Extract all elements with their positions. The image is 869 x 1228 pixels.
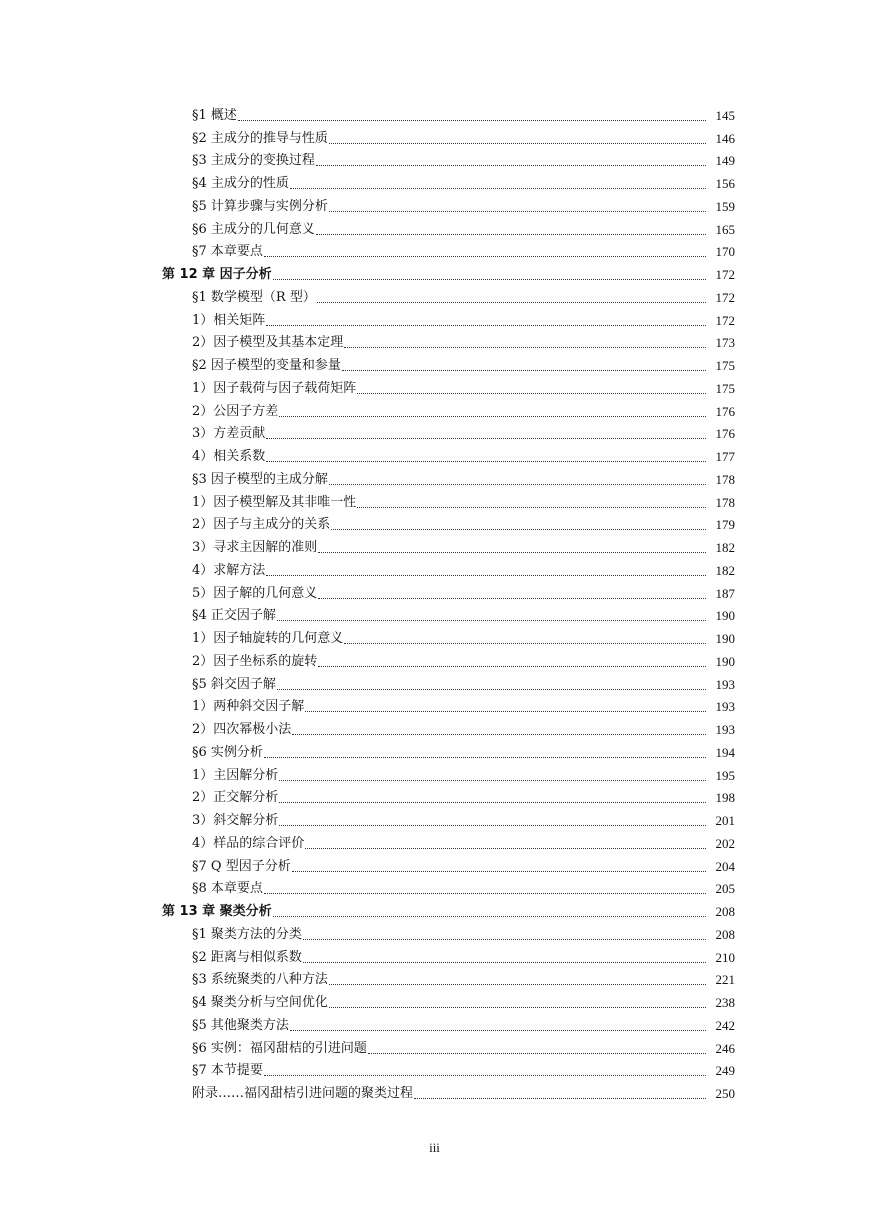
toc-section-entry (0, 286, 869, 309)
toc-section-entry (0, 764, 869, 787)
toc-entry-page: 172 (715, 289, 735, 305)
toc-entry-page: 194 (715, 744, 735, 760)
toc-entry-page: 246 (715, 1040, 735, 1056)
toc-section-entry (0, 377, 869, 400)
toc-entry-page: 250 (715, 1086, 735, 1102)
toc-section-entry (0, 536, 869, 559)
toc-section-entry (0, 354, 869, 377)
toc-entry-title: §4 聚类分析与空间优化 (192, 995, 328, 1011)
toc-entry-title: 1）主因解分析 (192, 767, 279, 783)
dot-leader (316, 233, 706, 235)
toc-section-entry (0, 696, 869, 719)
toc-entry-title: §2 主成分的推导与性质 (192, 130, 328, 146)
toc-entry-page: 195 (715, 767, 735, 783)
toc-entry-page: 190 (715, 608, 735, 624)
toc-entry-title: §2 距离与相似系数 (192, 949, 302, 965)
toc-entry-title: 1）因子轴旋转的几何意义 (192, 631, 344, 647)
toc-entry-title: §1 数学模型（R 型） (192, 289, 316, 305)
dot-leader (277, 688, 706, 690)
toc-section-entry (0, 855, 869, 878)
toc-entry-title: 3）斜交解分析 (192, 813, 279, 829)
toc-section-entry (0, 1082, 869, 1105)
toc-entry-page: 175 (715, 358, 735, 374)
toc-entry-title: 第 12 章 因子分析 (162, 267, 272, 283)
dot-leader (273, 278, 706, 280)
dot-leader (318, 551, 706, 553)
toc-entry-title: §7 本节提要 (192, 1063, 263, 1079)
toc-entry-page: 190 (715, 653, 735, 669)
toc-entry-title: §4 主成分的性质 (192, 176, 289, 192)
dot-leader (329, 142, 706, 144)
toc-entry-page: 177 (715, 449, 735, 465)
toc-entry-title: §7 本章要点 (192, 244, 263, 260)
dot-leader (329, 1006, 706, 1008)
toc-section-entry (0, 741, 869, 764)
dot-leader (329, 483, 706, 485)
toc-section-entry (0, 445, 869, 468)
dot-leader (344, 346, 706, 348)
dot-leader (279, 779, 706, 781)
toc-entry-page: 179 (715, 517, 735, 533)
toc-section-entry (0, 150, 869, 173)
toc-entry-page: 172 (715, 267, 735, 283)
dot-leader (292, 870, 706, 872)
dot-leader (357, 392, 706, 394)
dot-leader (290, 1029, 706, 1031)
toc-entry-title: 第 13 章 聚类分析 (162, 904, 272, 920)
dot-leader (266, 324, 706, 326)
toc-entry-page: 193 (715, 722, 735, 738)
toc-section-entry (0, 809, 869, 832)
dot-leader (316, 164, 706, 166)
dot-leader (264, 255, 706, 257)
toc-entry-title: 4）相关系数 (192, 449, 266, 465)
toc-entry-title: §3 系统聚类的八种方法 (192, 972, 328, 988)
dot-leader (414, 1097, 706, 1099)
toc-entry-page: 176 (715, 403, 735, 419)
toc-section-entry (0, 923, 869, 946)
toc-entry-title: §7 Q 型因子分析 (192, 858, 291, 874)
dot-leader (305, 847, 706, 849)
toc-entry-page: 165 (715, 221, 735, 237)
toc-entry-page: 149 (715, 153, 735, 169)
table-of-contents (0, 104, 869, 1105)
toc-entry-title: 2）因子坐标系的旋转 (192, 653, 318, 669)
toc-section-entry (0, 1014, 869, 1037)
toc-section-entry (0, 969, 869, 992)
toc-entry-page: 173 (715, 335, 735, 351)
toc-entry-page: 198 (715, 790, 735, 806)
toc-entry-page: 238 (715, 995, 735, 1011)
toc-entry-title: 2）因子与主成分的关系 (192, 517, 331, 533)
toc-section-entry (0, 332, 869, 355)
toc-entry-title: 1）两种斜交因子解 (192, 699, 305, 715)
toc-section-entry (0, 491, 869, 514)
toc-entry-title: 5）因子解的几何意义 (192, 585, 318, 601)
toc-chapter-entry (0, 900, 869, 923)
toc-entry-title: 4）求解方法 (192, 562, 266, 578)
toc-entry-title: 2）因子模型及其基本定理 (192, 335, 344, 351)
toc-chapter-entry (0, 263, 869, 286)
toc-entry-page: 242 (715, 1017, 735, 1033)
toc-section-entry (0, 309, 869, 332)
toc-entry-page: 182 (715, 540, 735, 556)
dot-leader (273, 915, 706, 917)
toc-entry-title: §6 实例分析 (192, 744, 263, 760)
toc-entry-page: 178 (715, 494, 735, 510)
toc-section-entry (0, 605, 869, 628)
toc-section-entry (0, 241, 869, 264)
toc-entry-page: 205 (715, 881, 735, 897)
toc-entry-title: §2 因子模型的变量和参量 (192, 358, 341, 374)
toc-section-entry (0, 514, 869, 537)
dot-leader (266, 460, 706, 462)
toc-entry-title: §5 斜交因子解 (192, 676, 276, 692)
toc-entry-title: 2）四次幂极小法 (192, 722, 292, 738)
dot-leader (317, 301, 706, 303)
dot-leader (305, 710, 706, 712)
toc-entry-title: 2）正交解分析 (192, 790, 279, 806)
toc-section-entry (0, 991, 869, 1014)
dot-leader (266, 574, 706, 576)
dot-leader (266, 437, 706, 439)
toc-entry-page: 221 (715, 972, 735, 988)
dot-leader (344, 642, 706, 644)
toc-entry-page: 208 (715, 926, 735, 942)
dot-leader (318, 665, 706, 667)
toc-section-entry (0, 423, 869, 446)
toc-section-entry (0, 946, 869, 969)
toc-section-entry (0, 650, 869, 673)
dot-leader (238, 119, 706, 121)
toc-entry-title: §5 其他聚类方法 (192, 1017, 289, 1033)
toc-section-entry (0, 832, 869, 855)
toc-entry-title: §1 概述 (192, 107, 237, 123)
toc-section-entry (0, 218, 869, 241)
toc-section-entry (0, 127, 869, 150)
dot-leader (264, 892, 706, 894)
toc-entry-page: 201 (715, 813, 735, 829)
toc-entry-page: 159 (715, 198, 735, 214)
toc-section-entry (0, 673, 869, 696)
dot-leader (331, 528, 706, 530)
toc-section-entry (0, 787, 869, 810)
toc-entry-title: §6 实例：福冈甜桔的引进问题 (192, 1040, 367, 1056)
page-number: iii (429, 1140, 440, 1155)
toc-entry-page: 146 (715, 130, 735, 146)
dot-leader (279, 824, 706, 826)
toc-section-entry (0, 582, 869, 605)
toc-section-entry (0, 172, 869, 195)
toc-entry-title: 1）相关矩阵 (192, 312, 266, 328)
dot-leader (277, 619, 706, 621)
dot-leader (303, 938, 706, 940)
toc-entry-page: 156 (715, 176, 735, 192)
dot-leader (279, 801, 706, 803)
dot-leader (357, 506, 706, 508)
toc-entry-page: 204 (715, 858, 735, 874)
toc-entry-page: 249 (715, 1063, 735, 1079)
toc-entry-title: 1）因子载荷与因子载荷矩阵 (192, 380, 357, 396)
dot-leader (342, 369, 706, 371)
toc-entry-page: 210 (715, 949, 735, 965)
toc-entry-page: 187 (715, 585, 735, 601)
toc-entry-page: 172 (715, 312, 735, 328)
toc-entry-title: §4 正交因子解 (192, 608, 276, 624)
toc-entry-page: 178 (715, 471, 735, 487)
toc-section-entry (0, 400, 869, 423)
toc-entry-title: §6 主成分的几何意义 (192, 221, 315, 237)
toc-entry-title: §3 主成分的变换过程 (192, 153, 315, 169)
toc-entry-page: 202 (715, 835, 735, 851)
toc-section-entry (0, 195, 869, 218)
toc-section-entry (0, 104, 869, 127)
dot-leader (318, 597, 706, 599)
dot-leader (329, 210, 706, 212)
toc-entry-title: §5 计算步骤与实例分析 (192, 198, 328, 214)
toc-section-entry (0, 468, 869, 491)
toc-entry-page: 193 (715, 699, 735, 715)
toc-entry-page: 176 (715, 426, 735, 442)
dot-leader (264, 1074, 706, 1076)
toc-entry-page: 170 (715, 244, 735, 260)
toc-entry-page: 145 (715, 107, 735, 123)
dot-leader (303, 961, 706, 963)
toc-entry-page: 193 (715, 676, 735, 692)
dot-leader (264, 756, 706, 758)
toc-entry-title: 1）因子模型解及其非唯一性 (192, 494, 357, 510)
toc-section-entry (0, 1060, 869, 1083)
dot-leader (329, 983, 706, 985)
dot-leader (292, 733, 706, 735)
toc-entry-page: 208 (715, 904, 735, 920)
toc-entry-page: 182 (715, 562, 735, 578)
toc-entry-title: 3）寻求主因解的准则 (192, 540, 318, 556)
toc-entry-page: 190 (715, 631, 735, 647)
toc-entry-title: 2）公因子方差 (192, 403, 279, 419)
toc-entry-title: §1 聚类方法的分类 (192, 926, 302, 942)
toc-section-entry (0, 559, 869, 582)
toc-section-entry (0, 1037, 869, 1060)
toc-entry-title: 4）样品的综合评价 (192, 835, 305, 851)
toc-section-entry (0, 627, 869, 650)
dot-leader (279, 415, 706, 417)
toc-entry-title: §8 本章要点 (192, 881, 263, 897)
dot-leader (368, 1052, 706, 1054)
toc-entry-title: 3）方差贡献 (192, 426, 266, 442)
toc-section-entry (0, 878, 869, 901)
toc-entry-title: §3 因子模型的主成分解 (192, 471, 328, 487)
toc-section-entry (0, 718, 869, 741)
toc-entry-page: 175 (715, 380, 735, 396)
dot-leader (290, 187, 706, 189)
toc-entry-title: 附录……福冈甜桔引进问题的聚类过程 (192, 1086, 414, 1102)
